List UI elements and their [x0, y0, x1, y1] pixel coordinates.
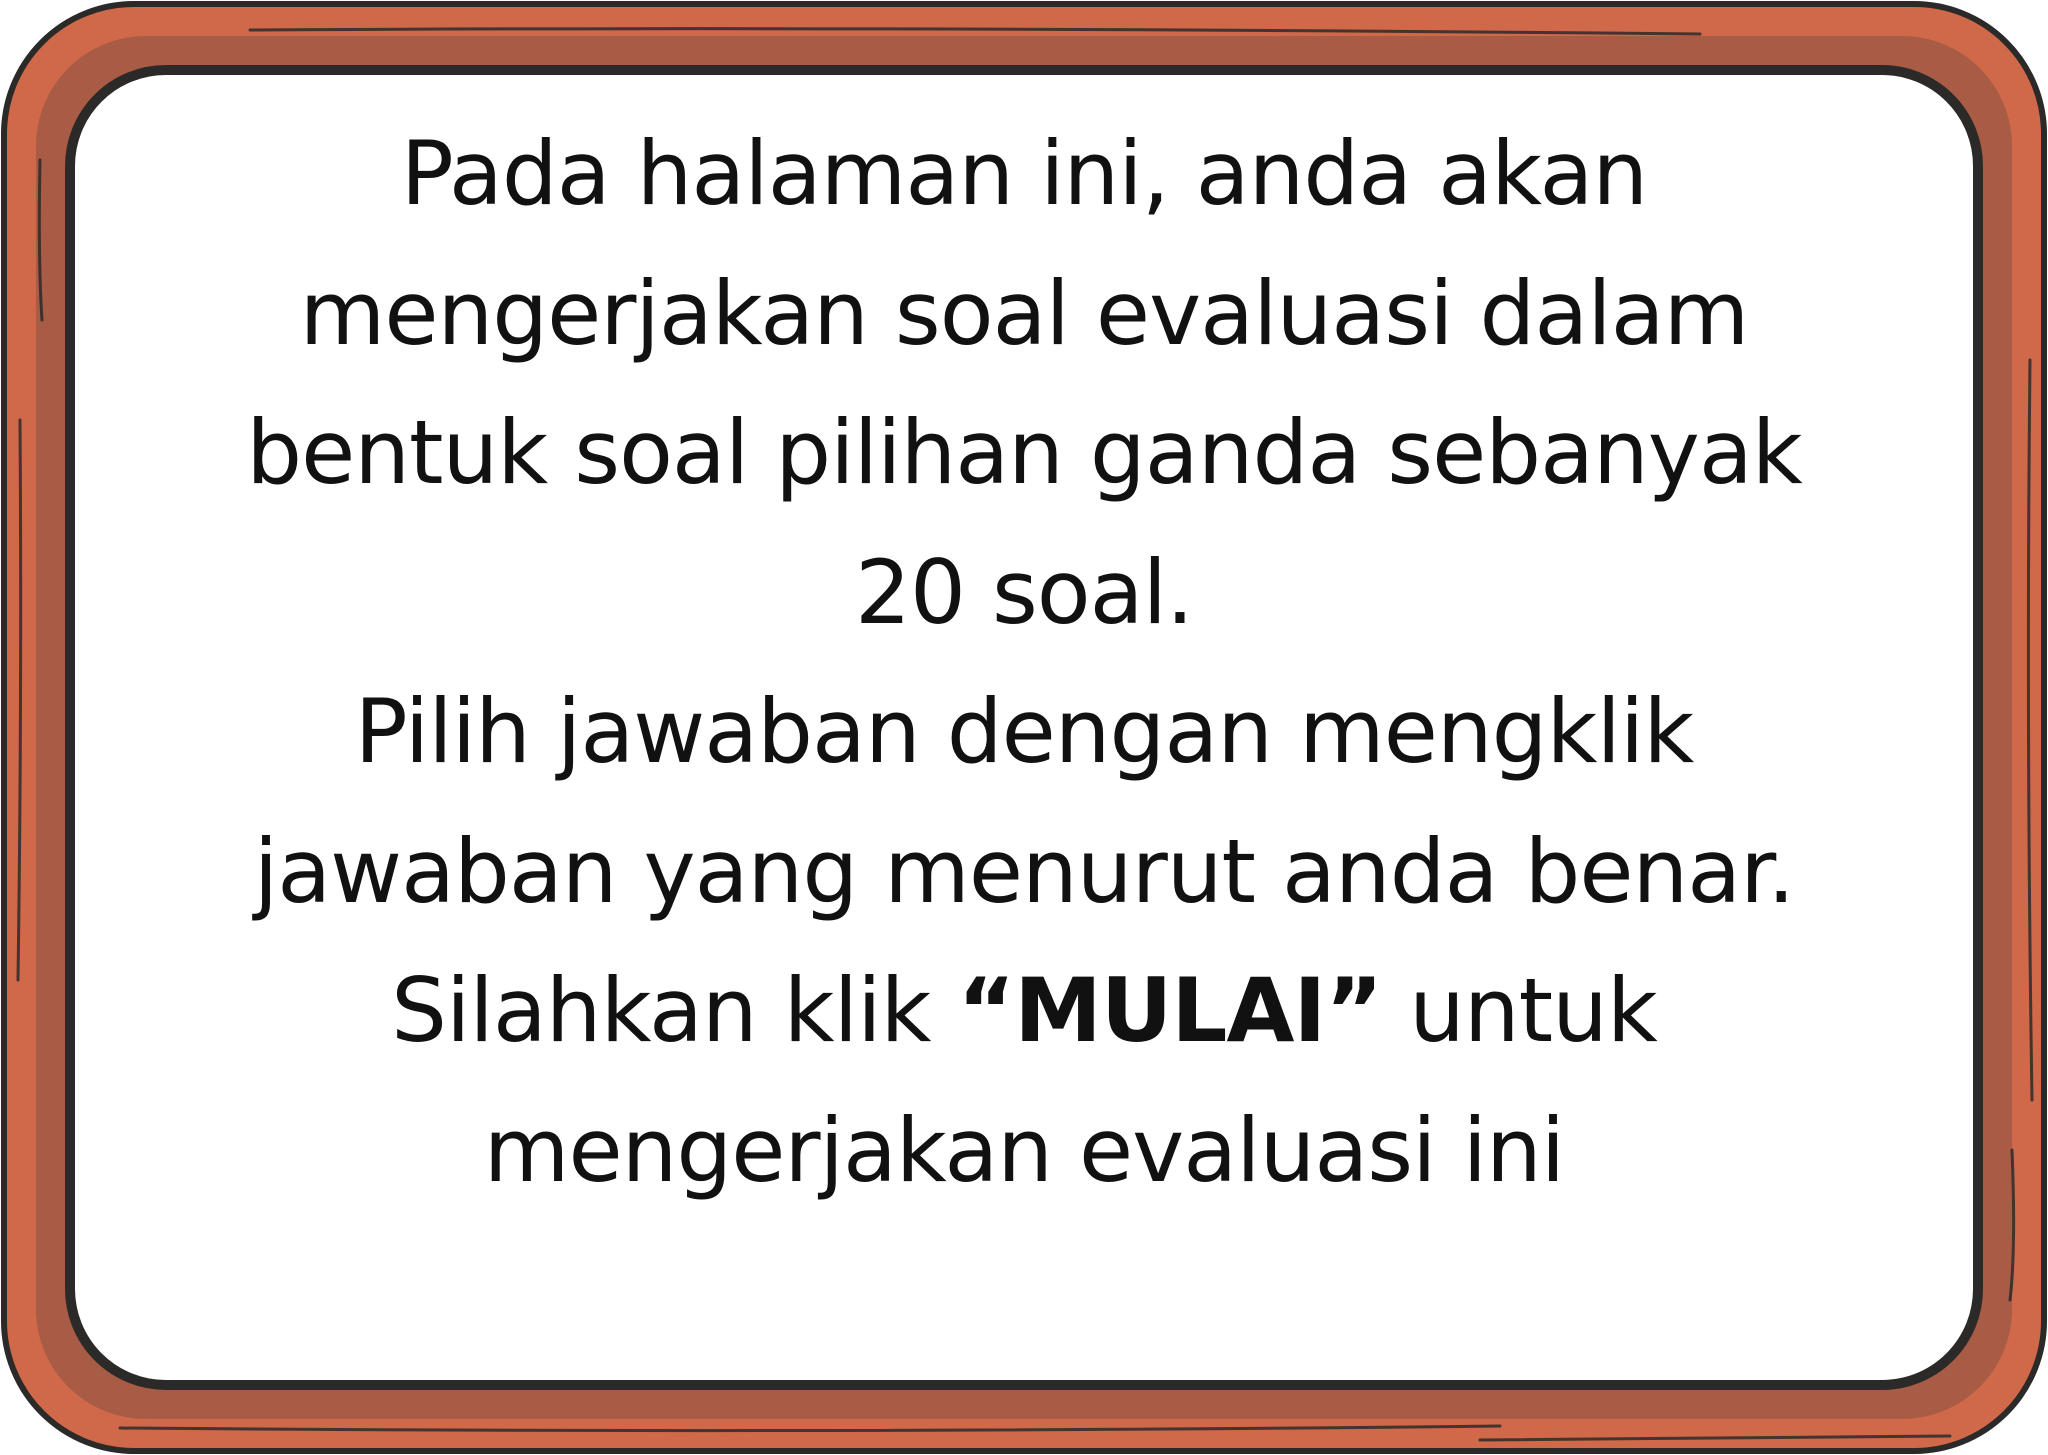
instruction-line: Pada halaman ini, anda akan — [400, 122, 1648, 225]
instruction-line: mengerjakan evaluasi ini — [483, 1098, 1565, 1202]
instruction-line-start: Silahkan klik — [391, 959, 958, 1062]
instruction-line-end: untuk — [1382, 959, 1657, 1062]
instruction-line: Pilih jawaban dengan mengklik — [354, 680, 1694, 783]
instruction-line: 20 soal. — [855, 540, 1193, 644]
instruction-line: mengerjakan soal evaluasi dalam — [299, 261, 1749, 365]
instruction-line: jawaban yang menurut anda benar. — [253, 819, 1795, 923]
mulai-keyword: “MULAI” — [957, 959, 1383, 1062]
instruction-line — [150, 941, 1898, 1081]
instruction-text — [150, 104, 1898, 1220]
instruction-line: bentuk soal pilihan ganda sebanyak — [246, 401, 1802, 504]
